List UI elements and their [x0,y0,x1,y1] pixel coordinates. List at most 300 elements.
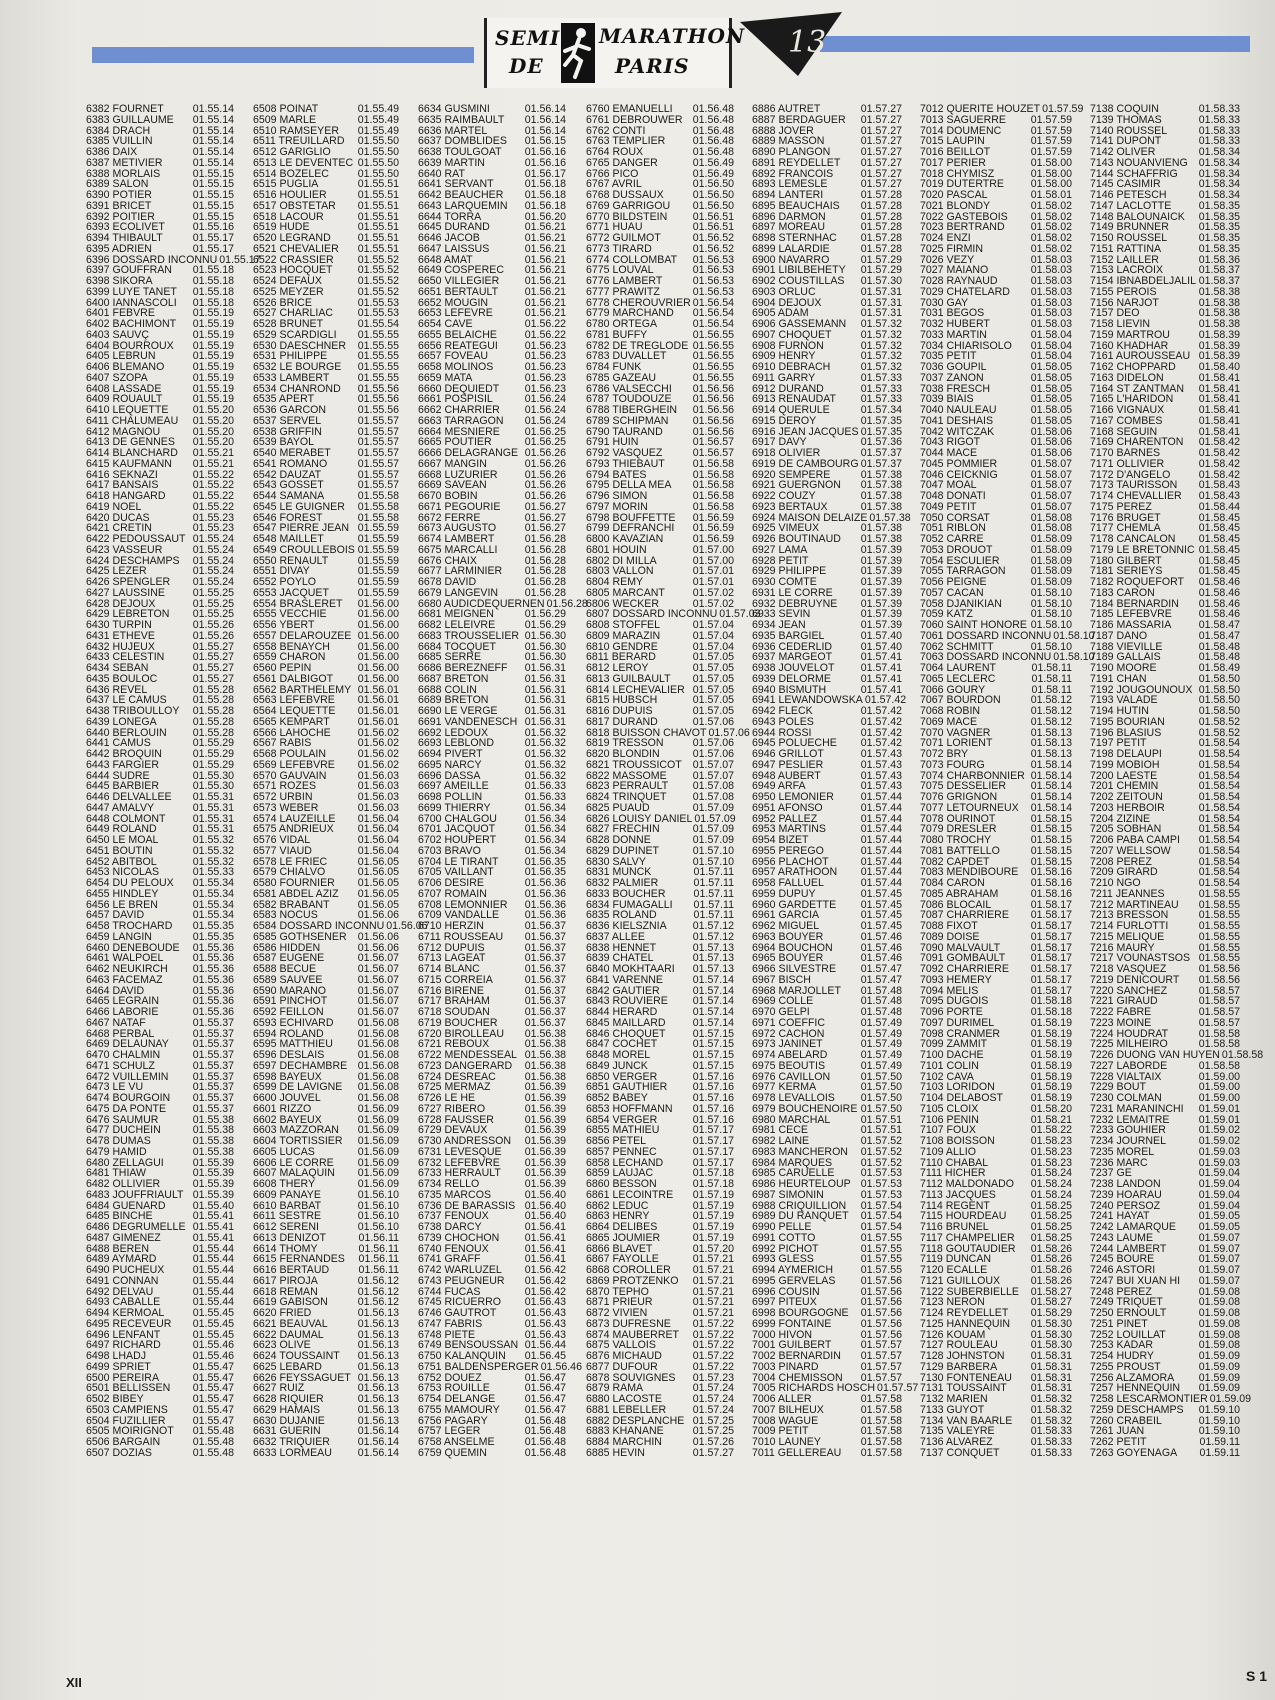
next-page-fragment: S 1 [1246,1668,1268,1684]
finish-time: 01.55.39 [192,1167,234,1180]
runner-rank-name: 6941 LEWANDOWSKA [752,694,863,707]
result-row [253,932,399,943]
runner-rank-name: 6441 CAMUS [86,737,151,750]
finish-time: 01.56.02 [357,758,399,771]
runner-rank-name: 6767 AVRIL [586,178,642,191]
result-row [920,717,1072,728]
result-row [920,1018,1072,1029]
runner-rank-name: 6867 FAYOLLE [586,1253,659,1266]
runner-rank-name: 6455 HINDLEY [86,887,159,900]
finish-time: 01.59.00 [1198,1092,1240,1104]
finish-time: 01.57.46 [860,952,902,965]
finish-time: 01.58.42 [1198,457,1240,470]
runner-rank-name: 6440 BERLOUIN [86,726,167,739]
runner-rank-name: 7083 MENDIBOURE [920,866,1019,879]
result-row [253,1319,399,1330]
runner-rank-name: 7090 MALVAULT [920,941,1001,954]
runner-rank-name: 6996 COUSIN [752,1285,820,1298]
finish-time: 01.56.02 [357,748,399,760]
finish-time: 01.56.13 [357,1360,399,1373]
result-row [86,1362,234,1373]
result-row [1090,545,1240,556]
finish-time: 01.56.24 [524,393,566,406]
runner-rank-name: 6729 DEVAUX [418,1124,488,1137]
results-column-5 [752,103,919,1459]
runner-rank-name: 7166 VIGNAUX [1090,404,1165,416]
runner-rank-name: 6890 PLANGON [752,146,831,158]
finish-time: 01.56.58 [692,468,734,481]
finish-time: 01.56.27 [524,500,566,513]
runner-rank-name: 7255 PROUST [1090,1360,1161,1373]
runner-rank-name: 6970 GELPI [752,1006,810,1018]
runner-rank-name: 6669 SAVEAN [418,479,487,492]
finish-time: 01.55.14 [192,124,234,137]
runner-rank-name: 6409 ROUAULT [86,393,163,406]
finish-time: 01.56.48 [692,146,734,158]
finish-time: 01.56.40 [524,1199,566,1212]
runner-rank-name: 7067 BOURDON [920,694,1001,707]
runner-rank-name: 6814 LECHEVALIER [586,683,685,696]
finish-time: 01.58.45 [1198,522,1240,535]
result-row [253,1190,399,1201]
finish-time: 01.58.37 [1198,264,1240,277]
finish-time: 01.56.48 [524,1414,566,1427]
finish-time: 01.57.00 [692,543,734,556]
runner-rank-name: 6886 AUTRET [752,103,821,115]
runner-rank-name: 6831 MUNCK [586,866,652,879]
runner-rank-name: 6712 DUPUIS [418,941,485,954]
finish-time: 01.57.39 [860,619,902,631]
runner-rank-name: 6451 BOUTIN [86,844,153,857]
runner-rank-name: 6492 DELVAU [86,1285,154,1298]
runner-rank-name: 6630 DUJANIE [253,1414,325,1427]
runner-rank-name: 6619 GABISON [253,1296,328,1309]
runner-rank-name: 6881 LEBELLER [586,1403,667,1416]
finish-time: 01.57.55 [860,1253,902,1266]
finish-time: 01.56.12 [357,1274,399,1287]
finish-time: 01.56.35 [524,866,566,879]
finish-time: 01.56.53 [692,275,734,287]
finish-time: 01.56.13 [357,1382,399,1395]
finish-time: 01.57.05 [692,662,734,674]
finish-time: 01.57.17 [692,1145,734,1158]
result-row [253,717,399,728]
finish-time: 01.58.19 [1030,1081,1072,1094]
finish-time: 01.56.38 [524,1049,566,1061]
finish-time: 01.55.39 [192,1178,234,1190]
finish-time: 01.55.37 [192,1081,234,1094]
finish-time: 01.56.21 [524,232,566,244]
runner-rank-name: 7012 QUERITE HOUZET [920,103,1041,115]
finish-time: 01.57.52 [860,1145,902,1158]
runner-rank-name: 7190 MOORE [1090,662,1157,674]
result-row [752,631,902,642]
runner-rank-name: 6722 MENDESSEAL [418,1049,517,1061]
runner-rank-name: 6448 COLMONT [86,812,166,825]
finish-time: 01.55.27 [192,662,234,674]
runner-rank-name: 7210 NGO [1090,877,1141,889]
finish-time: 01.58.57 [1198,1006,1240,1018]
runner-rank-name: 6980 MARCHAL [752,1113,831,1126]
runner-rank-name: 6527 CHARLIAC [253,307,334,320]
result-row [86,502,234,513]
result-row [752,1104,902,1115]
finish-time: 01.55.45 [192,1307,234,1319]
finish-time: 01.56.11 [358,1242,399,1255]
runner-rank-name: 6545 LE GUIGNER [253,500,345,513]
runner-rank-name: 6998 BOURGOGNE [752,1307,849,1319]
runner-rank-name: 6486 DEGRUMELLE [86,1221,186,1233]
runner-rank-name: 6764 ROUX [586,146,644,158]
runner-rank-name: 6418 HANGARD [86,490,166,502]
finish-time: 01.57.16 [692,1092,734,1104]
finish-time: 01.59.02 [1198,1124,1240,1137]
finish-time: 01.58.15 [1030,834,1072,846]
finish-time: 01.56.13 [357,1307,399,1319]
finish-time: 01.56.20 [524,210,566,223]
runner-rank-name: 7202 ZEITOUN [1090,791,1163,803]
runner-rank-name: 7049 PETIT [920,500,977,513]
result-row [418,1190,566,1201]
finish-time: 01.57.49 [860,1038,902,1051]
runner-rank-name: 7243 LAUME [1090,1231,1154,1244]
runner-rank-name: 6917 DAVY [752,436,807,449]
runner-rank-name: 6664 MESNIERE [418,425,500,438]
finish-time: 01.55.50 [357,167,399,180]
result-row [752,459,902,470]
runner-rank-name: 6686 BEREZNEFF [418,662,508,674]
finish-time: 01.57.07 [692,769,734,782]
finish-time: 01.59.10 [1198,1425,1240,1438]
runner-rank-name: 6595 MATTHIEU [253,1038,333,1051]
finish-time: 01.57.50 [860,1070,902,1083]
runner-rank-name: 6870 TEPHO [586,1285,649,1298]
runner-rank-name: 7143 NOUANVIENG [1090,156,1188,169]
runner-rank-name: 6872 VIVIEN [586,1307,648,1319]
result-row [920,545,1072,556]
result-row [86,1061,234,1072]
runner-rank-name: 6752 DOUEZ [418,1371,482,1384]
finish-time: 01.56.52 [692,242,734,255]
finish-time: 01.58.30 [1030,1317,1072,1330]
runner-rank-name: 7251 PINET [1090,1317,1148,1330]
result-row [418,975,566,986]
finish-time: 01.55.24 [192,565,234,578]
runner-rank-name: 6818 BUISSON CHAVOT [586,726,707,739]
result-row [253,1018,399,1029]
runner-rank-name: 6490 PUCHEUX [86,1264,165,1276]
finish-time: 01.58.26 [1030,1242,1072,1255]
finish-time: 01.57.46 [860,930,902,943]
runner-rank-name: 6766 PICO [586,167,639,180]
runner-rank-name: 6535 APERT [253,393,315,406]
runner-rank-name: 6587 EUGENE [253,952,325,965]
finish-time: 01.58.09 [1030,533,1072,545]
finish-time: 01.57.15 [692,1038,734,1051]
finish-time: 01.55.28 [192,694,234,707]
finish-time: 01.57.51 [860,1124,902,1137]
finish-time: 01.57.44 [860,823,902,836]
runner-rank-name: 6916 JEAN JACQUES [752,425,859,438]
finish-time: 01.58.45 [1198,511,1240,524]
finish-time: 01.57.23 [692,1371,734,1384]
finish-time: 01.55.36 [192,1006,234,1018]
runner-rank-name: 6583 NOCUS [253,909,318,922]
finish-time: 01.55.25 [192,597,234,610]
finish-time: 01.57.12 [692,920,734,932]
finish-time: 01.55.54 [357,318,399,330]
result-row [586,674,734,685]
finish-time: 01.56.34 [524,812,566,825]
runner-rank-name: 7227 LABORDE [1090,1059,1168,1072]
runner-rank-name: 6857 PENNEC [586,1145,657,1158]
runner-rank-name: 6636 MARTEL [418,124,488,137]
finish-time: 01.56.05 [357,887,399,900]
runner-rank-name: 6401 FEBVRE [86,307,155,320]
finish-time: 01.57.44 [860,844,902,857]
finish-time: 01.58.42 [1198,447,1240,459]
runner-rank-name: 6416 SEKNAZI [86,468,158,481]
finish-time: 01.58.31 [1030,1350,1072,1362]
finish-time: 01.57.28 [860,242,902,255]
finish-time: 01.56.58 [692,500,734,513]
runner-rank-name: 6525 MEYZER [253,285,324,298]
runner-rank-name: 6911 GARRY [752,371,816,384]
runner-rank-name: 7041 DESHAIS [920,414,994,427]
result-row [253,760,399,771]
runner-rank-name: 7258 LESCARMONTIER [1090,1393,1208,1405]
result-row [253,631,399,642]
finish-time: 01.58.48 [1198,651,1240,664]
finish-time: 01.57.53 [860,1167,902,1180]
finish-time: 01.56.21 [524,296,566,309]
finish-time: 01.58.05 [1030,361,1072,373]
finish-time: 01.56.52 [692,232,734,244]
finish-time: 01.55.34 [192,887,234,900]
finish-time: 01.56.03 [357,791,399,803]
runner-rank-name: 6904 DEJOUX [752,296,822,309]
result-row [586,932,734,943]
finish-time: 01.58.25 [1030,1210,1072,1223]
runner-rank-name: 7240 PERSOZ [1090,1199,1161,1212]
runner-rank-name: 6445 BARBIER [86,780,160,793]
finish-time: 01.59.10 [1198,1403,1240,1416]
finish-time: 01.58.11 [1031,683,1072,696]
result-row [253,287,399,298]
runner-rank-name: 7076 GRIGNON [920,791,998,803]
logo-text-paris: PARIS [615,54,690,78]
result-row [253,889,399,900]
finish-time: 01.58.07 [1030,479,1072,492]
finish-time: 01.55.17 [192,232,234,244]
runner-rank-name: 6834 FUMAGALLI [586,898,673,911]
finish-time: 01.55.57 [357,457,399,470]
result-row [253,330,399,341]
finish-time: 01.55.15 [192,167,234,180]
runner-rank-name: 6785 GAZEAU [586,371,657,384]
finish-time: 01.59.08 [1198,1317,1240,1330]
runner-rank-name: 6973 JANINET [752,1038,823,1051]
result-row [418,373,566,384]
finish-time: 01.55.39 [192,1156,234,1169]
runner-rank-name: 6841 VARENNE [586,973,663,986]
runner-rank-name: 7184 BERNARDIN [1090,597,1179,610]
runner-rank-name: 7072 BRY [920,748,969,760]
finish-time: 01.55.14 [192,135,234,148]
runner-rank-name: 6773 TIRARD [586,242,652,255]
runner-rank-name: 6691 VANDENESCH [418,715,518,728]
runner-rank-name: 6575 ANDRIEUX [253,823,334,836]
finish-time: 01.56.21 [524,242,566,255]
runner-rank-name: 6772 GUILMOT [586,232,661,244]
finish-time: 01.55.22 [192,468,234,481]
finish-time: 01.55.50 [357,156,399,169]
finish-time: 01.59.00 [1198,1070,1240,1083]
runner-rank-name: 6950 LEMONIER [752,791,834,803]
result-row [1090,244,1240,255]
finish-time: 01.55.48 [192,1425,234,1438]
finish-time: 01.55.19 [192,339,234,352]
runner-rank-name: 6410 LEQUETTE [86,404,169,416]
runner-rank-name: 6561 DALBIGOT [253,672,334,685]
runner-rank-name: 6892 FRANCOIS [752,167,834,180]
finish-time: 01.59.10 [1198,1414,1240,1427]
runner-rank-name: 6384 DRACH [86,124,151,137]
finish-time: 01.58.38 [1198,318,1240,330]
runner-rank-name: 6542 DAUZAT [253,468,322,481]
runner-rank-name: 6559 CHARON [253,651,326,664]
runner-rank-name: 6825 PUAUD [586,801,650,814]
runner-rank-name: 6596 DESLAIS [253,1049,325,1061]
runner-rank-name: 6982 LAINE [752,1135,810,1147]
runner-rank-name: 7078 OURINOT [920,812,996,825]
finish-time: 01.58.26 [1030,1274,1072,1287]
runner-rank-name: 6520 LEGRAND [253,232,331,244]
runner-rank-name: 7094 MELIS [920,984,979,997]
result-row [86,588,234,599]
runner-rank-name: 6985 CARUELLE [752,1167,835,1180]
finish-time: 01.56.42 [524,1285,566,1298]
finish-time: 01.55.29 [192,748,234,760]
finish-time: 01.56.04 [357,844,399,857]
finish-time: 01.57.21 [692,1285,734,1298]
finish-time: 01.56.33 [524,791,566,803]
result-row [1090,1104,1240,1115]
runner-rank-name: 6439 LONEGA [86,715,157,728]
finish-time: 01.57.56 [860,1317,902,1330]
finish-time: 01.55.44 [192,1274,234,1287]
finish-time: 01.56.43 [524,1317,566,1330]
finish-time: 01.56.11 [358,1231,399,1244]
finish-time: 01.56.16 [524,146,566,158]
finish-time: 01.58.05 [1030,382,1072,395]
finish-time: 01.57.39 [860,565,902,578]
runner-rank-name: 6539 BAYOL [253,436,315,449]
finish-time: 01.57.43 [860,758,902,771]
finish-time: 01.56.59 [692,533,734,545]
runner-rank-name: 7172 D'ANGELO [1090,468,1171,481]
finish-time: 01.56.32 [524,748,566,760]
runner-rank-name: 6491 CONNAN [86,1274,159,1287]
runner-rank-name: 6976 CAVILLON [752,1070,831,1083]
runner-rank-name: 6537 SERVEL [253,414,322,427]
finish-time: 01.56.26 [524,457,566,470]
runner-rank-name: 6792 VASQUEZ [586,447,663,459]
runner-rank-name: 7022 GASTEBOIS [920,210,1008,223]
runner-rank-name: 6740 FENOUX [418,1242,489,1255]
result-row [752,244,902,255]
finish-time: 01.58.46 [1198,576,1240,588]
finish-time: 01.56.27 [524,511,566,524]
runner-rank-name: 7212 MARTINEAU [1090,898,1179,911]
finish-time: 01.58.23 [1030,1135,1072,1147]
runner-rank-name: 6420 DUCAS [86,511,150,524]
result-row [586,1448,734,1459]
finish-time: 01.58.34 [1198,146,1240,158]
finish-time: 01.57.19 [692,1221,734,1233]
finish-time: 01.55.32 [192,834,234,846]
runner-rank-name: 6762 CONTI [586,124,646,137]
finish-time: 01.58.48 [1198,640,1240,653]
runner-rank-name: 6426 SPENGLER [86,576,171,588]
runner-rank-name: 6888 JOVER [752,124,814,137]
finish-time: 01.56.13 [357,1350,399,1362]
runner-rank-name: 6893 LEMESLE [752,178,828,191]
result-row [1090,1405,1240,1416]
result-row [1090,1276,1240,1287]
finish-time: 01.58.43 [1198,490,1240,502]
runner-rank-name: 6584 DOSSARD INCONNU [253,920,385,932]
finish-time: 01.58.24 [1030,1178,1072,1190]
finish-time: 01.56.09 [357,1135,399,1147]
finish-time: 01.57.54 [860,1221,902,1233]
runner-rank-name: 7015 LAUPIN [920,135,985,148]
runner-rank-name: 6924 MAISON DELAIZE [752,511,868,524]
result-row [86,1276,234,1287]
runner-rank-name: 6672 FERRE [418,511,481,524]
runner-rank-name: 6693 LEBLOND [418,737,494,750]
finish-time: 01.57.44 [860,834,902,846]
runner-rank-name: 7060 SAINT HONORE [920,619,1027,631]
runner-rank-name: 6824 TRINQUET [586,791,667,803]
runner-rank-name: 6471 SCHULZ [86,1059,155,1072]
runner-rank-name: 7239 HOARAU [1090,1188,1162,1201]
runner-rank-name: 6476 SAUMUR [86,1113,159,1126]
result-row [86,631,234,642]
finish-time: 01.57.58 [860,1393,902,1405]
runner-rank-name: 7241 HAYAT [1090,1210,1150,1223]
runner-rank-name: 6876 MICHAUD [586,1350,662,1362]
finish-time: 01.55.47 [192,1403,234,1416]
finish-time: 01.55.44 [192,1285,234,1298]
runner-rank-name: 6845 MAILLARD [586,1016,666,1029]
finish-time: 01.55.31 [192,823,234,836]
runner-rank-name: 6723 DANGERARD [418,1059,513,1072]
result-row [586,158,734,169]
runner-rank-name: 7262 PETIT [1090,1436,1147,1448]
finish-time: 01.57.05 [692,672,734,685]
finish-time: 01.55.50 [357,135,399,148]
runner-rank-name: 6701 JACQUOT [418,823,496,836]
runner-rank-name: 7238 LANDON [1090,1178,1161,1190]
runner-rank-name: 6616 BERTAUD [253,1264,330,1276]
runner-rank-name: 6731 LEVESQUE [418,1145,502,1158]
finish-time: 01.56.39 [524,1178,566,1190]
runner-rank-name: 7009 PETIT [752,1425,809,1438]
runner-rank-name: 7173 TAURISSON [1090,479,1178,492]
result-row [253,674,399,685]
runner-rank-name: 6564 LEQUETTE [253,705,336,717]
